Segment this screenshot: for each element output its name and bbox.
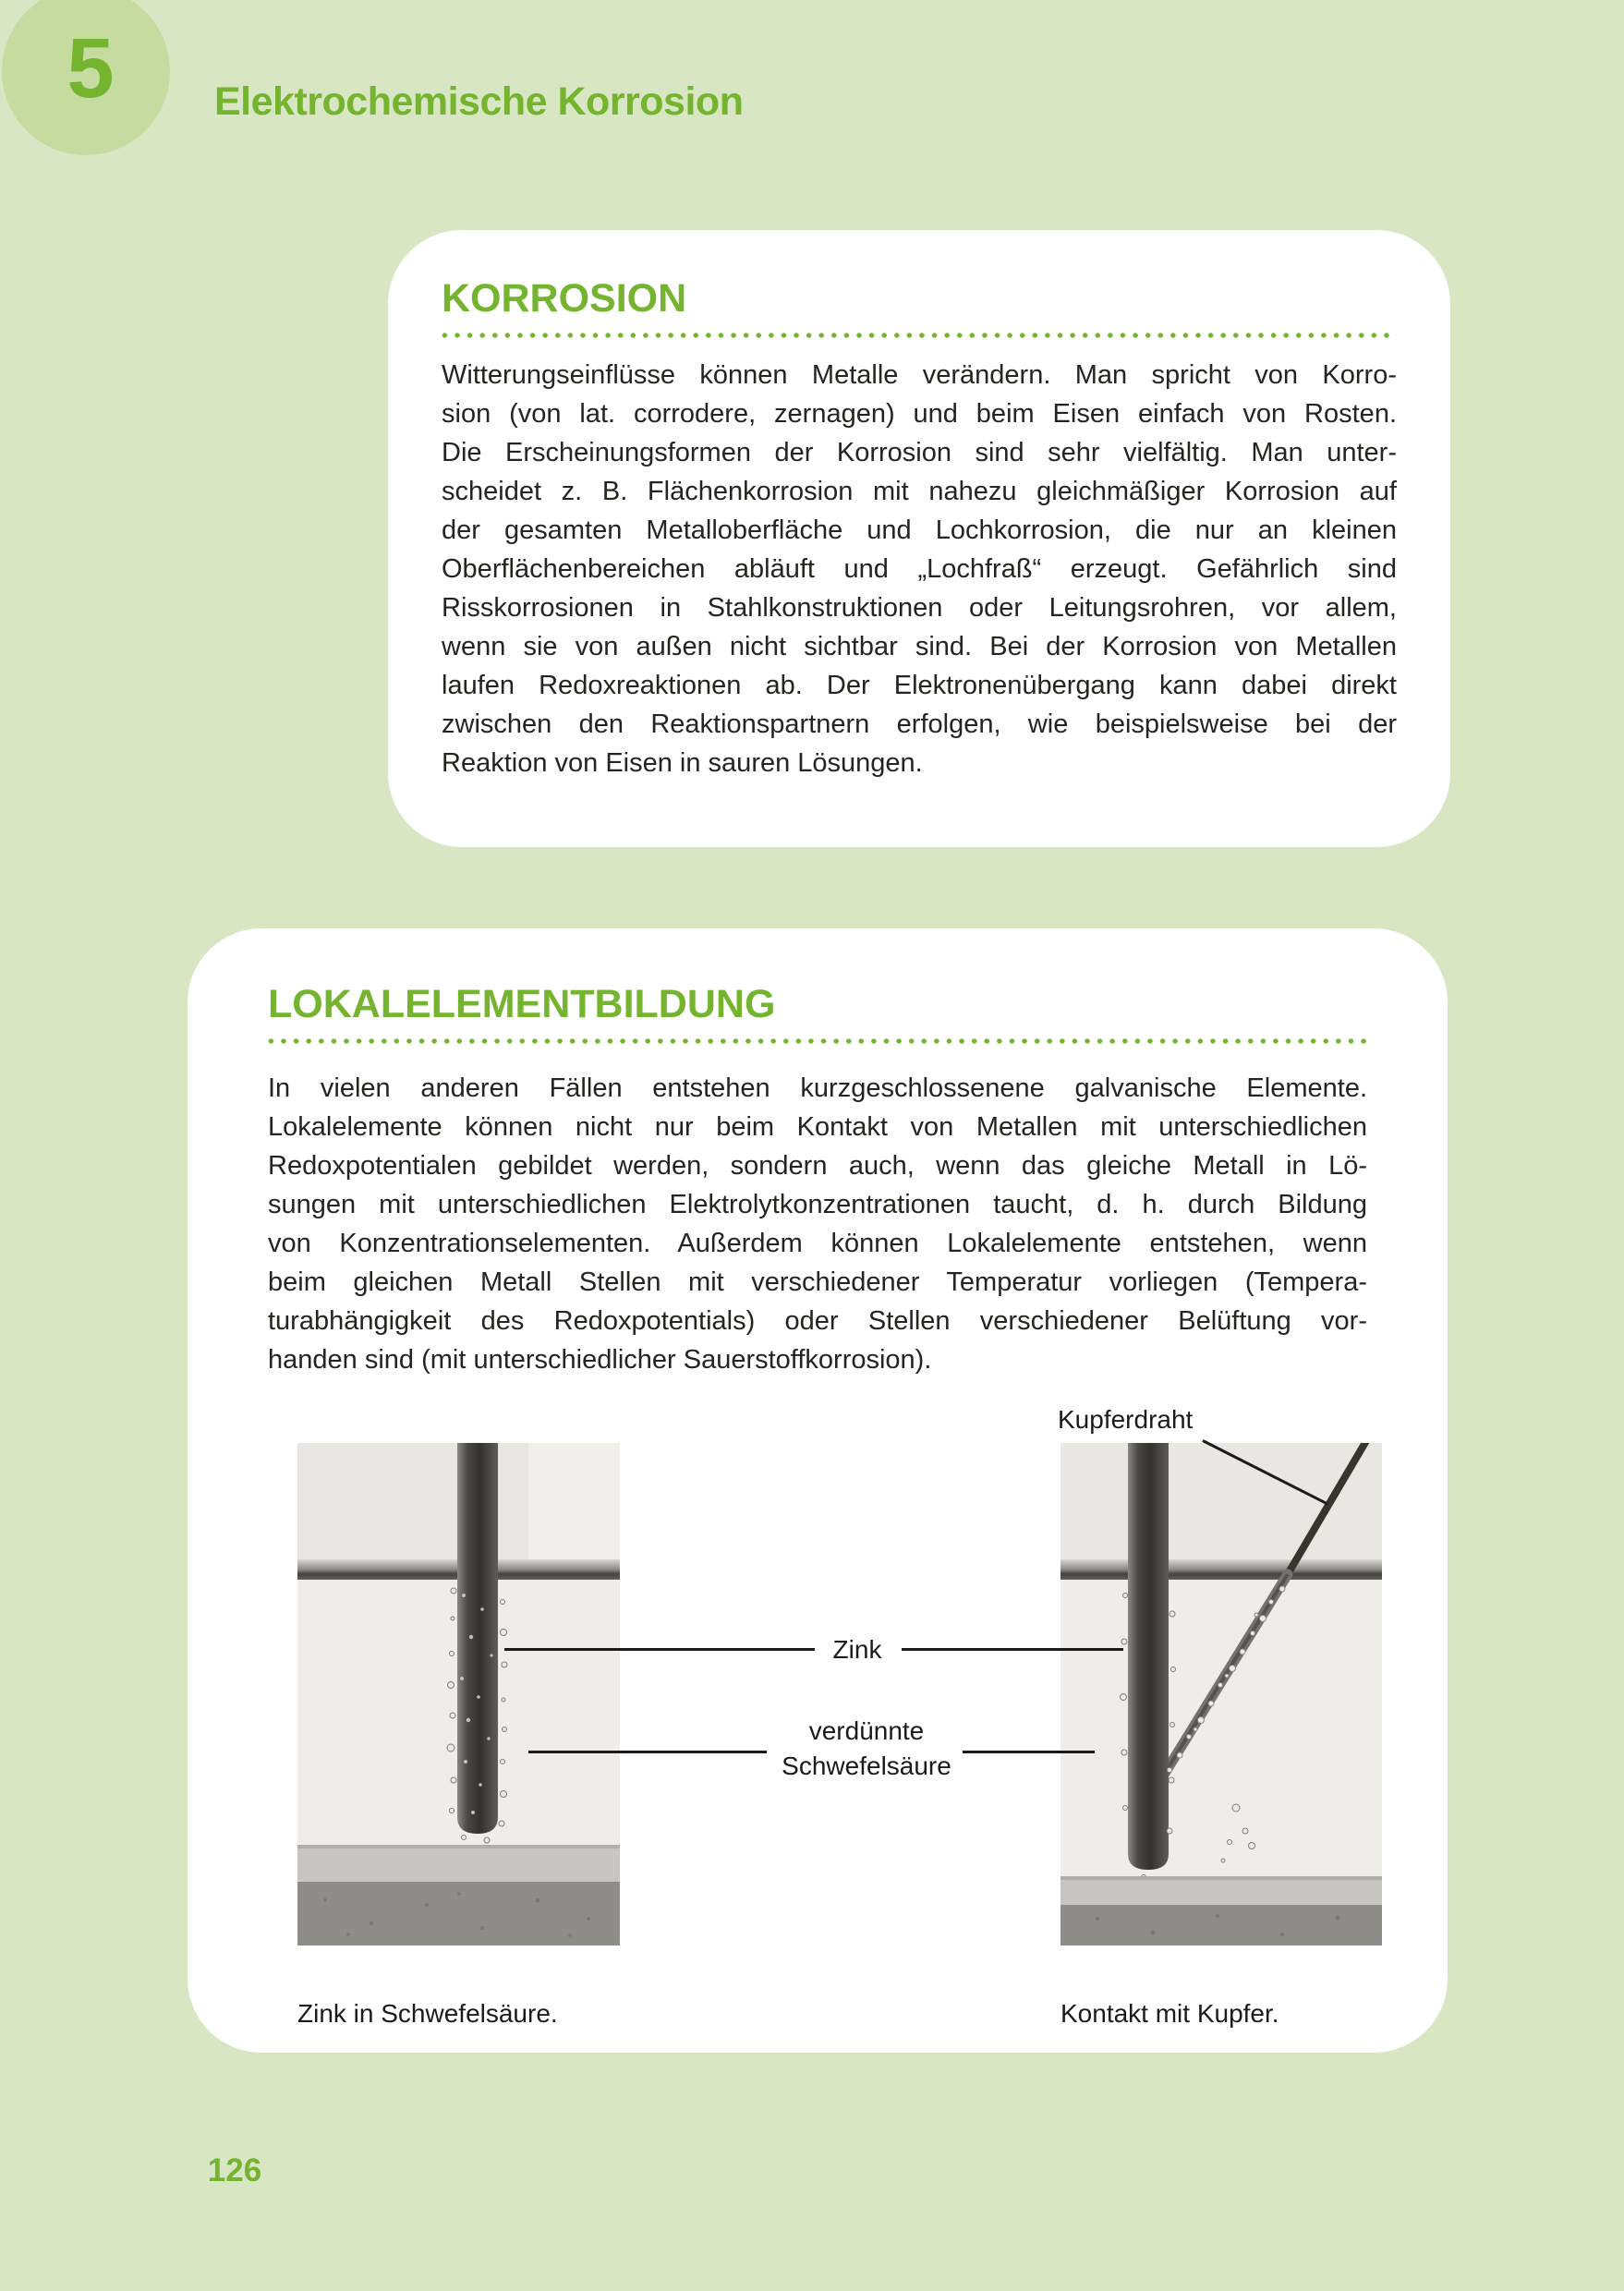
chapter-title: Elektrochemische Korrosion	[214, 79, 744, 124]
text-line: scheidet z. B. Flächenkorrosion mit nahezu gleichmäßiger Korrosion auf	[442, 477, 1397, 507]
saeure-pointer-line-right	[963, 1751, 1095, 1753]
label-kupferdraht: Kupferdraht	[1058, 1405, 1194, 1434]
text-line: laufen Redoxreaktionen ab. Der Elektronenübergang kann dabei direkt	[442, 671, 1397, 701]
label-schwefelsaeure-line1: verdünnte	[808, 1716, 925, 1745]
text-line: von Konzentrationselementen. Außerdem können Lokalelemente entstehen, wenn	[268, 1229, 1367, 1259]
dotted-divider	[268, 1037, 1367, 1045]
zink-pointer-line-left	[504, 1648, 815, 1651]
text-line: Die Erscheinungsformen der Korrosion sind sehr vielfältig. Man unter-	[442, 438, 1397, 468]
beaker-background	[1060, 1443, 1382, 1574]
label-zink: Zink	[832, 1635, 882, 1664]
text-line: der gesamten Metalloberfläche und Lochkorrosion, die nur an kleinen	[442, 515, 1397, 546]
text-line: Witterungseinflüsse können Metalle verändern. Man spricht von Korro-	[442, 360, 1397, 391]
text-line: zwischen den Reaktionspartnern erfolgen, wie beispielsweise bei der	[442, 709, 1397, 740]
text-line: Redoxpotentialen gebildet werden, sondern auch, wenn das gleiche Metall in Lö-	[268, 1151, 1367, 1182]
text-line: beim gleichen Metall Stellen mit verschiedener Temperatur vorliegen (Tempera-	[268, 1267, 1367, 1298]
text-line: In vielen anderen Fällen entstehen kurzgeschlossenene galvanische Elemente.	[268, 1073, 1367, 1104]
korrosion-heading: KORROSION	[442, 276, 687, 321]
dotted-divider	[442, 332, 1397, 339]
korrosion-paragraph	[442, 356, 1397, 782]
text-line: Reaktion von Eisen in sauren Lösungen.	[442, 748, 923, 779]
text-line: Risskorrosionen in Stahlkonstruktionen oder Leitungsrohren, vor allem,	[442, 593, 1397, 624]
zinc-rod	[457, 1443, 498, 1834]
text-line: sion (von lat. corrodere, zernagen) und beim Eisen einfach von Rosten.	[442, 399, 1397, 430]
text-line: turabhängigkeit des Redoxpotentials) oder Stellen verschiedener Belüftung vor-	[268, 1306, 1367, 1337]
page-number: 126	[207, 2152, 262, 2188]
base-shelf	[297, 1845, 620, 1882]
text-line: Oberflächenbereichen abläuft und „Lochfraß“ erzeugt. Gefährlich sind	[442, 554, 1397, 585]
caption-right: Kontakt mit Kupfer.	[1060, 1999, 1279, 2028]
lokalelementbildung-paragraph	[268, 1069, 1367, 1379]
text-line: handen sind (mit unterschiedlicher Sauerstoffkorrosion).	[268, 1345, 932, 1376]
text-line: Lokalelemente können nicht nur beim Kontakt von Metallen mit unterschiedlichen	[268, 1112, 1367, 1143]
lokalelementbildung-heading: LOKALELEMENTBILDUNG	[268, 982, 776, 1026]
liquid-surface	[1060, 1559, 1382, 1580]
caption-left: Zink in Schwefelsäure.	[297, 1999, 558, 2028]
korrosion-card	[388, 230, 1450, 847]
label-schwefelsaeure	[736, 1714, 997, 1784]
text-line: sungen mit unterschiedlichen Elektrolytkonzentrationen taucht, d. h. durch Bildung	[268, 1190, 1367, 1220]
photo-zinc-copper-contact	[1060, 1443, 1382, 1946]
chapter-number: 5	[67, 21, 115, 115]
label-schwefelsaeure-line2: Schwefelsäure	[782, 1752, 951, 1780]
zink-pointer-line-right	[902, 1648, 1123, 1651]
base-stone	[1060, 1905, 1382, 1946]
base-shelf	[1060, 1876, 1382, 1905]
text-line: wenn sie von außen nicht sichtbar sind. Bei der Korrosion von Metallen	[442, 632, 1397, 662]
zinc-rod	[1128, 1443, 1169, 1870]
photo-zinc-in-acid	[297, 1443, 620, 1946]
saeure-pointer-line-left	[528, 1751, 767, 1753]
